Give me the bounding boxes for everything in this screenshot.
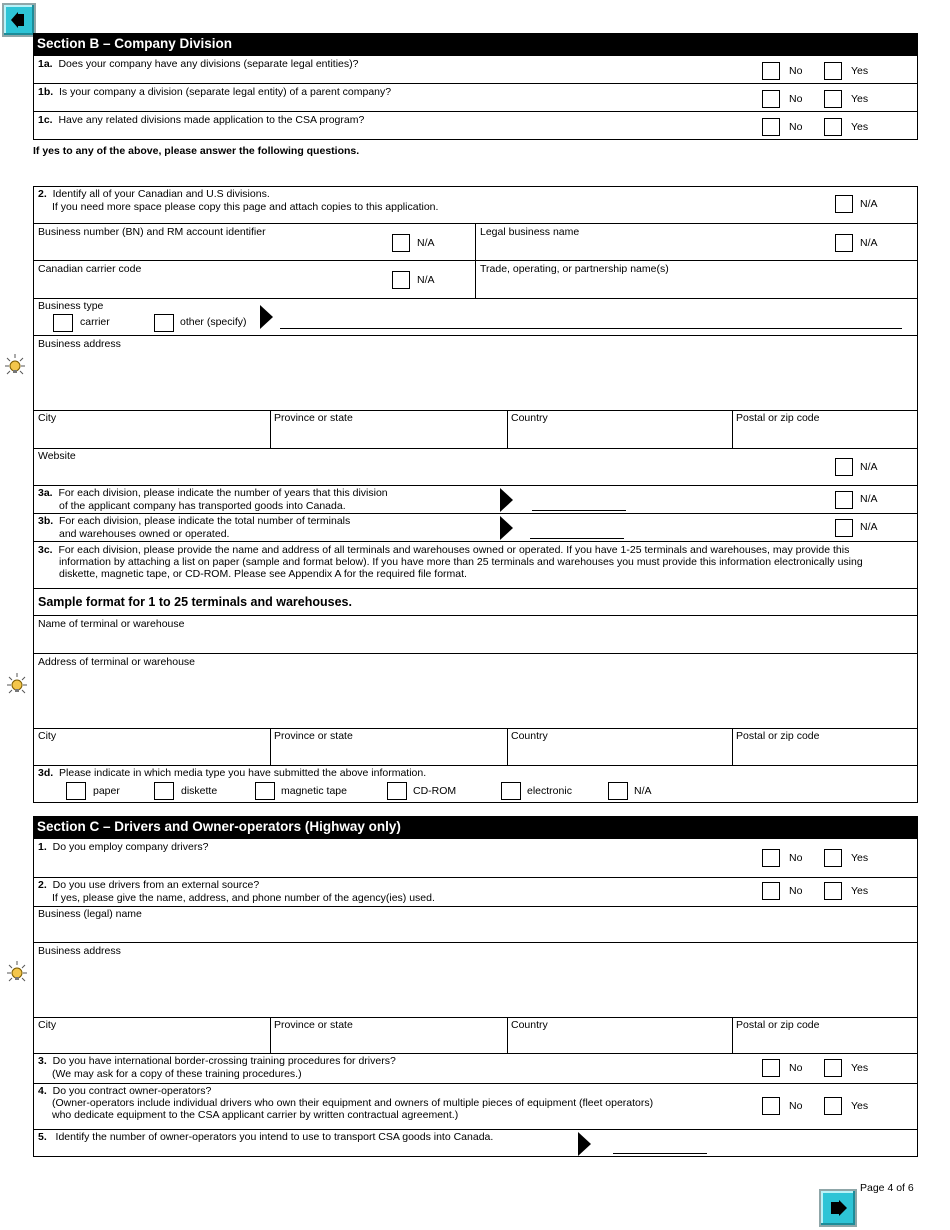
q3b-label: 3b. For each division, please indicate the total number of terminals	[38, 515, 351, 527]
q1b-no-label: No	[789, 93, 803, 105]
q1b-yes-label: Yes	[851, 93, 869, 105]
media-magnetic-tape-checkbox[interactable]	[255, 782, 275, 800]
other-label: other (specify)	[180, 316, 247, 328]
legal-name-field[interactable]	[475, 223, 918, 261]
legal-name-na-checkbox[interactable]	[835, 234, 853, 252]
c3-row	[33, 1053, 918, 1084]
agency-legal-name-field[interactable]	[33, 906, 918, 943]
q3b-na-label: N/A	[860, 521, 878, 533]
address-row-c	[33, 1017, 918, 1054]
q3b-na-checkbox[interactable]	[835, 519, 853, 537]
c2-yes-label: Yes	[851, 885, 869, 897]
carrier-code-na-checkbox[interactable]	[392, 271, 410, 289]
terminal-address-field[interactable]	[33, 653, 918, 729]
address-row-b2	[33, 728, 918, 766]
section-c-header: Section C – Drivers and Owner-operators (Highway only)	[33, 816, 918, 838]
agency-address-field[interactable]	[33, 942, 918, 1018]
trade-name-label: Trade, operating, or partnership name(s)	[480, 263, 669, 275]
country-label: Country	[511, 730, 548, 742]
c4-no-label: No	[789, 1100, 803, 1112]
q1a-no-label: No	[789, 65, 803, 77]
postal-label: Postal or zip code	[736, 1019, 820, 1031]
postal-label: Postal or zip code	[736, 412, 820, 424]
media-paper-label: paper	[93, 785, 120, 797]
lightbulb-help-icon[interactable]	[6, 672, 28, 698]
website-field[interactable]	[33, 448, 918, 486]
q3a-na-checkbox[interactable]	[835, 491, 853, 509]
q1a-row	[33, 55, 918, 84]
c3-yes-checkbox[interactable]	[824, 1059, 842, 1077]
business-type-row	[33, 298, 918, 336]
q1c-label: 1c. Have any related divisions made application to the CSA program?	[38, 114, 365, 126]
next-button[interactable]	[819, 1189, 857, 1227]
c4-yes-label: Yes	[851, 1100, 869, 1112]
agency-legal-name-label: Business (legal) name	[38, 908, 142, 920]
city-label: City	[38, 730, 57, 742]
bn-na-checkbox[interactable]	[392, 234, 410, 252]
q2-na-label: N/A	[860, 198, 878, 210]
q3d-label: 3d. Please indicate in which media type you have submitted the above information.	[38, 767, 427, 779]
section-b-header: Section B – Company Division	[33, 33, 918, 55]
c4-row	[33, 1083, 918, 1130]
other-checkbox[interactable]	[154, 314, 174, 332]
c4-note-line2: who dedicate equipment to the CSA applicant carrier by written contractual agreement.)	[52, 1109, 459, 1121]
q1c-yes-label: Yes	[851, 121, 869, 133]
c1-yes-label: Yes	[851, 852, 869, 864]
sample-format-row	[33, 588, 918, 616]
c3-label: 3. Do you have international border-crossing training procedures for drivers?	[38, 1055, 396, 1067]
c1-no-label: No	[789, 852, 803, 864]
carrier-label: carrier	[80, 316, 110, 328]
c4-no-checkbox[interactable]	[762, 1097, 780, 1115]
q1b-yes-checkbox[interactable]	[824, 90, 842, 108]
province-label: Province or state	[274, 1019, 353, 1031]
q3c-line2: information by attaching a list on paper (sample and format below). If you have more than 25 terminals and warehouses you must provide this information electronically using	[59, 556, 863, 568]
q1a-label: 1a. Does your company have any divisions (separate legal entities)?	[38, 58, 359, 70]
q1c-no-label: No	[789, 121, 803, 133]
right-arrow-icon	[821, 1191, 855, 1225]
lightbulb-help-icon[interactable]	[6, 960, 28, 986]
c1-yes-checkbox[interactable]	[824, 849, 842, 867]
city-label: City	[38, 412, 57, 424]
carrier-code-field[interactable]	[33, 260, 476, 299]
media-diskette-label: diskette	[181, 785, 218, 797]
sample-format-title: Sample format for 1 to 25 terminals and warehouses.	[38, 595, 352, 609]
media-na-label: N/A	[634, 785, 652, 797]
c3-note: (We may ask for a copy of these training procedures.)	[52, 1068, 302, 1080]
arrow-marker-icon	[578, 1132, 591, 1156]
q2-row	[33, 186, 918, 224]
c1-no-checkbox[interactable]	[762, 849, 780, 867]
arrow-marker-icon	[500, 488, 513, 512]
business-type-label: Business type	[38, 300, 104, 312]
c4-note-line1: (Owner-operators include individual drivers who own their equipment and owners of multiple pieces of equipment (fleet operators)	[52, 1097, 654, 1109]
terminal-name-field[interactable]	[33, 615, 918, 654]
trade-name-field[interactable]	[475, 260, 918, 299]
q1c-row	[33, 111, 918, 140]
q3a-label-line2: of the applicant company has transported goods into Canada.	[59, 500, 346, 512]
country-label: Country	[511, 1019, 548, 1031]
q1b-label: 1b. Is your company a division (separate legal entity) of a parent company?	[38, 86, 392, 98]
other-specify-line[interactable]	[280, 328, 902, 329]
q2-note: If you need more space please copy this page and attach copies to this application.	[52, 201, 439, 213]
address-row-b1	[33, 410, 918, 449]
c2-label: 2. Do you use drivers from an external source?	[38, 879, 260, 891]
bn-field[interactable]	[33, 223, 476, 261]
legal-name-label: Legal business name	[480, 226, 580, 238]
arrow-marker-icon	[260, 305, 273, 329]
q1a-yes-checkbox[interactable]	[824, 62, 842, 80]
media-cdrom-checkbox[interactable]	[387, 782, 407, 800]
q2-na-checkbox[interactable]	[835, 195, 853, 213]
q3a-label: 3a. For each division, please indicate the number of years that this division	[38, 487, 388, 499]
legal-name-na-label: N/A	[860, 237, 878, 249]
q3a-years-input[interactable]	[532, 510, 626, 511]
q1a-yes-label: Yes	[851, 65, 869, 77]
media-electronic-label: electronic	[527, 785, 572, 797]
c2-row	[33, 877, 918, 907]
media-diskette-checkbox[interactable]	[154, 782, 174, 800]
business-address-field[interactable]	[33, 335, 918, 411]
terminal-name-label: Name of terminal or warehouse	[38, 618, 185, 630]
c3-yes-label: Yes	[851, 1062, 869, 1074]
q2-label: 2. Identify all of your Canadian and U.S divisions.	[38, 188, 270, 200]
c1-label: 1. Do you employ company drivers?	[38, 841, 209, 853]
c5-label: 5. Identify the number of owner-operators you intend to use to transport CSA goods into Canada.	[38, 1131, 494, 1143]
website-na-checkbox[interactable]	[835, 458, 853, 476]
business-address-label: Business address	[38, 338, 121, 350]
c2-no-label: No	[789, 885, 803, 897]
c5-row	[33, 1129, 918, 1157]
terminal-address-label: Address of terminal or warehouse	[38, 656, 195, 668]
back-button[interactable]	[2, 3, 36, 37]
c2-yes-checkbox[interactable]	[824, 882, 842, 900]
bn-na-label: N/A	[417, 237, 435, 249]
q3b-terminals-input[interactable]	[530, 538, 624, 539]
media-cdrom-label: CD-ROM	[413, 785, 457, 797]
q1b-row	[33, 83, 918, 112]
c2-note: If yes, please give the name, address, and phone number of the agency(ies) used.	[52, 892, 435, 904]
media-paper-checkbox[interactable]	[66, 782, 86, 800]
q3c-row	[33, 541, 918, 589]
agency-address-label: Business address	[38, 945, 121, 957]
q3b-row	[33, 513, 918, 542]
c3-no-checkbox[interactable]	[762, 1059, 780, 1077]
q3c-line3: diskette, magnetic tape, or CD-ROM. Please see Appendix A for the required file format.	[59, 568, 467, 580]
lightbulb-help-icon[interactable]	[4, 353, 26, 379]
media-electronic-checkbox[interactable]	[501, 782, 521, 800]
q3d-row	[33, 765, 918, 803]
carrier-code-label: Canadian carrier code	[38, 263, 142, 275]
province-label: Province or state	[274, 730, 353, 742]
c4-yes-checkbox[interactable]	[824, 1097, 842, 1115]
page-number: Page 4 of 6	[860, 1182, 914, 1194]
carrier-checkbox[interactable]	[53, 314, 73, 332]
yes-note: If yes to any of the above, please answer the following questions.	[33, 145, 360, 157]
website-label: Website	[38, 450, 76, 462]
q1c-no-checkbox[interactable]	[762, 118, 780, 136]
q1a-no-checkbox[interactable]	[762, 62, 780, 80]
q3b-label-line2: and warehouses owned or operated.	[59, 528, 230, 540]
arrow-marker-icon	[500, 516, 513, 540]
c1-row	[33, 838, 918, 878]
c5-owner-operators-input[interactable]	[613, 1153, 707, 1154]
carrier-code-na-label: N/A	[417, 274, 435, 286]
c2-no-checkbox[interactable]	[762, 882, 780, 900]
c3-no-label: No	[789, 1062, 803, 1074]
q1b-no-checkbox[interactable]	[762, 90, 780, 108]
media-na-checkbox[interactable]	[608, 782, 628, 800]
city-label: City	[38, 1019, 57, 1031]
postal-label: Postal or zip code	[736, 730, 820, 742]
left-arrow-icon	[4, 5, 34, 35]
q3a-row	[33, 485, 918, 514]
q1c-yes-checkbox[interactable]	[824, 118, 842, 136]
province-label: Province or state	[274, 412, 353, 424]
q3c-label: 3c. For each division, please provide the name and address of all terminals and warehouses owned or operated. If you have 1-25 terminals and warehouses, may provide this	[38, 544, 850, 556]
website-na-label: N/A	[860, 461, 878, 473]
media-magnetic-tape-label: magnetic tape	[281, 785, 347, 797]
q3a-na-label: N/A	[860, 493, 878, 505]
country-label: Country	[511, 412, 548, 424]
bn-label: Business number (BN) and RM account identifier	[38, 226, 266, 238]
c4-label: 4. Do you contract owner-operators?	[38, 1085, 212, 1097]
